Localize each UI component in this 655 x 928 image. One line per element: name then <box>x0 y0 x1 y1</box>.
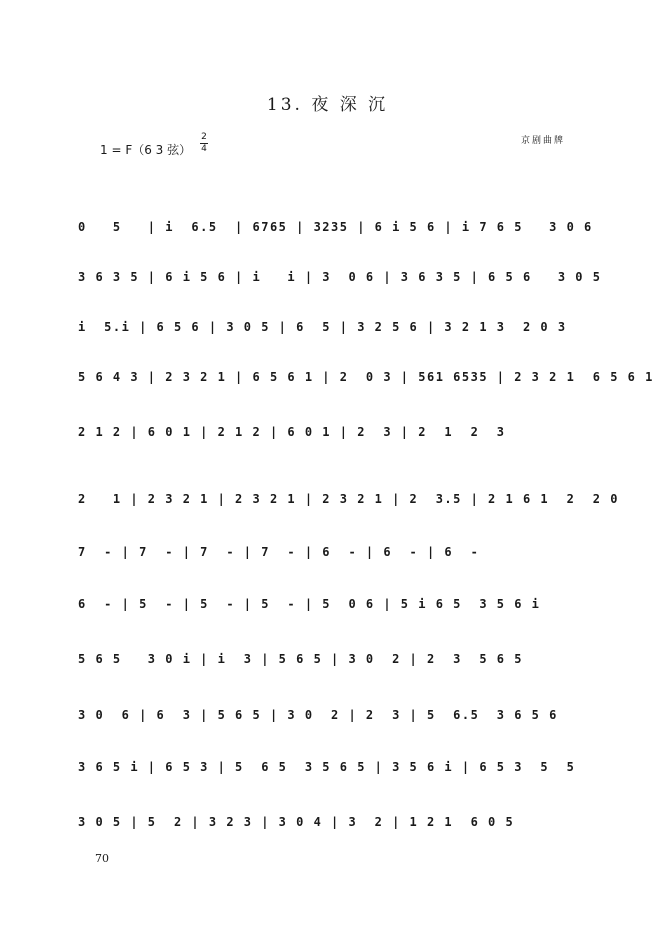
score-row: 2 1 | 2 3 2 1 | 2 3 2 1 | 2 3 2 1 | 2 3.5 | 2 1 6 1 2 2 0 <box>78 492 619 506</box>
score-row: 2 1 2 | 6 0 1 | 2 1 2 | 6 0 1 | 2 3 | 2 1 2 3 <box>78 425 506 439</box>
score-row: 3 6 5 i | 6 5 3 | 5 6 5 3 5 6 5 | 3 5 6 i | 6 5 3 5 5 <box>78 760 576 774</box>
key-label: 1 = F（6 3 弦） <box>100 143 192 157</box>
key-signature <box>100 141 191 158</box>
score-row: 3 0 6 | 6 3 | 5 6 5 | 3 0 2 | 2 3 | 5 6.5 3 6 5 6 <box>78 708 558 722</box>
score-row: 5 6 5 3 0 i | i 3 | 5 6 5 | 3 0 2 | 2 3 5 6 5 <box>78 652 523 666</box>
piece-title: 13. 夜 深 沉 <box>266 95 389 115</box>
time-signature <box>200 133 208 154</box>
score-row: 7 - | 7 - | 7 - | 7 - | 6 - | 6 - | 6 - <box>78 545 480 559</box>
page-number: 70 <box>95 852 109 865</box>
time-signature-top: 2 <box>201 132 207 142</box>
score-row: i 5.i | 6 5 6 | 3 0 5 | 6 5 | 3 2 5 6 | 3 2 1 3 2 0 3 <box>78 320 567 334</box>
time-signature-bottom: 4 <box>201 144 207 154</box>
score-row: 5 6 4 3 | 2 3 2 1 | 6 5 6 1 | 2 0 3 | 561 6535 | 2 3 2 1 6 5 6 1 <box>78 370 654 384</box>
score-row: 3 6 3 5 | 6 i 5 6 | i i | 3 0 6 | 3 6 3 5 | 6 5 6 3 0 5 <box>78 270 602 284</box>
composer-credit: 京剧曲牌 <box>521 136 566 146</box>
score-row: 0 5 | i 6.5 | 6765 | 3235 | 6 i 5 6 | i 7 6 5 3 0 6 <box>78 220 593 234</box>
score-row: 3 0 5 | 5 2 | 3 2 3 | 3 0 4 | 3 2 | 1 2 1 6 0 5 <box>78 815 515 829</box>
score-row: 6 - | 5 - | 5 - | 5 - | 5 0 6 | 5 i 6 5 3 5 6 i <box>78 597 541 611</box>
